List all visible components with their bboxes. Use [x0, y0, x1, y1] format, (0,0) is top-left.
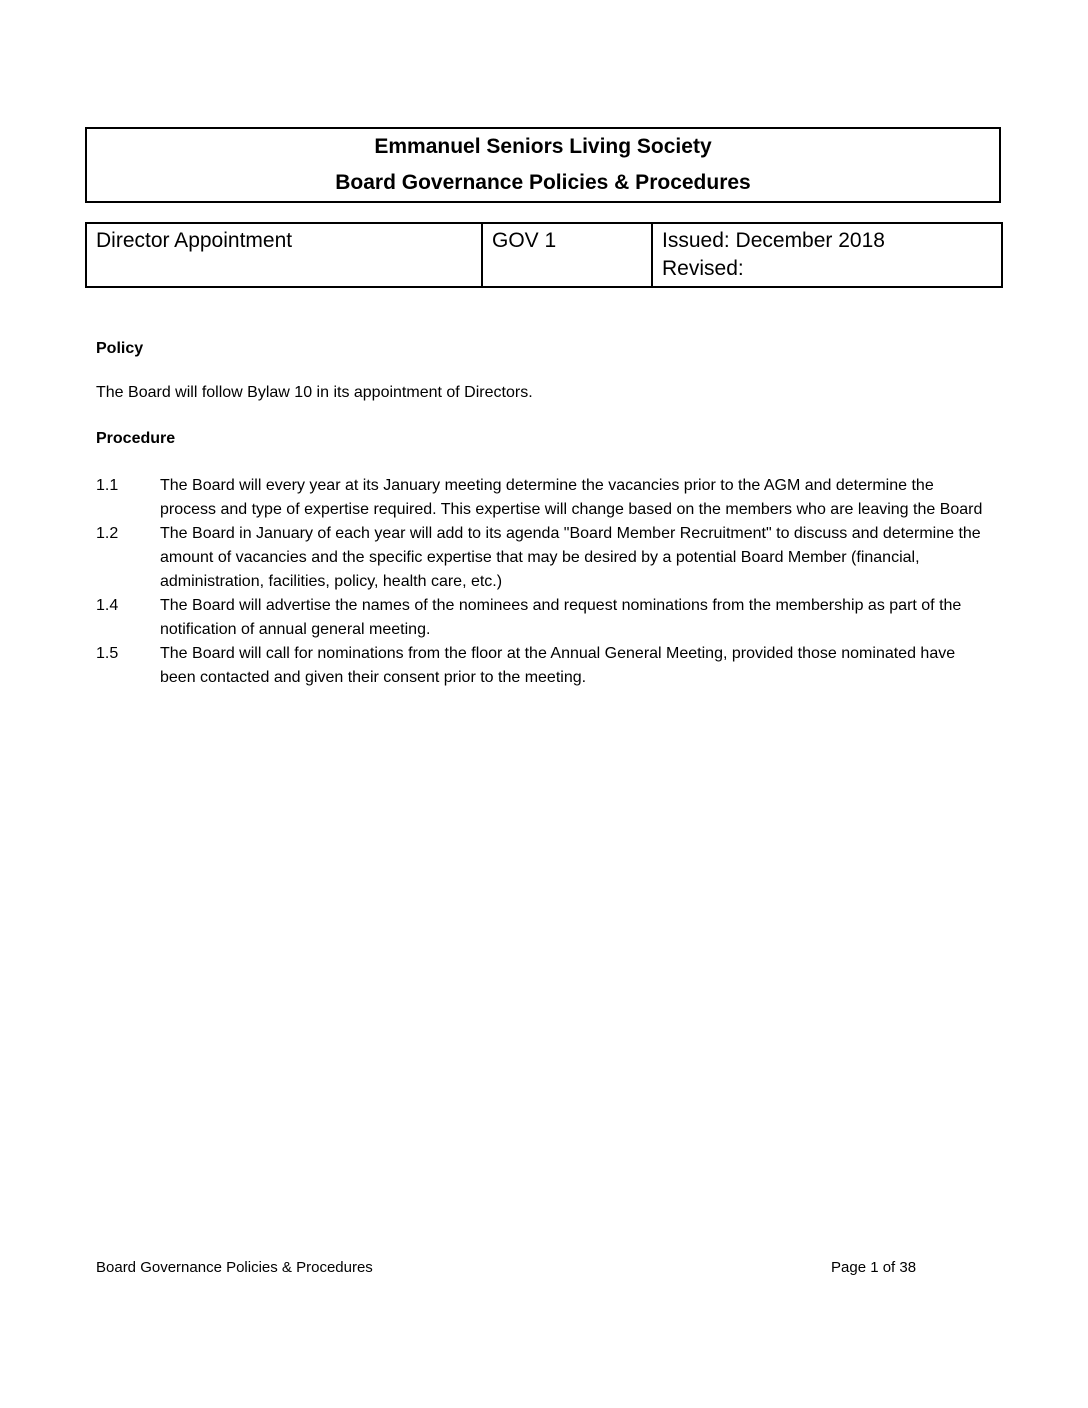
document-title: Board Governance Policies & Procedures [335, 171, 751, 194]
procedure-heading: Procedure [96, 430, 176, 447]
procedure-text: The Board will every year at its January meeting determine the vacancies prior to the AGM and determine the process and type of expertise required. This expertise will change based on the members who are leaving the Board [160, 477, 983, 518]
procedure-number: 1.5 [96, 645, 119, 662]
procedure-item [96, 642, 986, 690]
procedure-item [96, 474, 986, 522]
policy-code-cell: GOV 1 [482, 223, 652, 287]
procedure-item [96, 594, 986, 642]
procedure-list [96, 474, 986, 690]
procedure-text: The Board in January of each year will add to its agenda "Board Member Recruitment" to discuss and determine the amount of vacancies and the specific expertise that may be desired by a potential Board Member (financial, administration, facilities, policy, health care, etc.) [160, 525, 981, 590]
policy-title-cell: Director Appointment [86, 223, 482, 287]
policy-heading: Policy [96, 340, 144, 357]
issued-date: Issued: December 2018 [662, 229, 885, 252]
organization-name: Emmanuel Seniors Living Society [374, 135, 712, 158]
policy-info-table [85, 222, 1003, 288]
procedure-text: The Board will advertise the names of the nominees and request nominations from the membership as part of the notification of annual general meeting. [160, 597, 962, 638]
policy-dates-cell [652, 223, 1002, 287]
footer-page-number: Page 1 of 38 [831, 1259, 917, 1276]
procedure-item [96, 522, 986, 594]
document-header [85, 127, 1001, 203]
footer-document-title: Board Governance Policies & Procedures [96, 1259, 373, 1276]
revised-date: Revised: [662, 257, 744, 280]
procedure-number: 1.1 [96, 477, 119, 494]
procedure-number: 1.4 [96, 597, 119, 614]
procedure-text: The Board will call for nominations from the floor at the Annual General Meeting, provided those nominated have been contacted and given their consent prior to the meeting. [160, 645, 956, 686]
procedure-number: 1.2 [96, 525, 119, 542]
policy-statement: The Board will follow Bylaw 10 in its appointment of Directors. [96, 384, 533, 401]
